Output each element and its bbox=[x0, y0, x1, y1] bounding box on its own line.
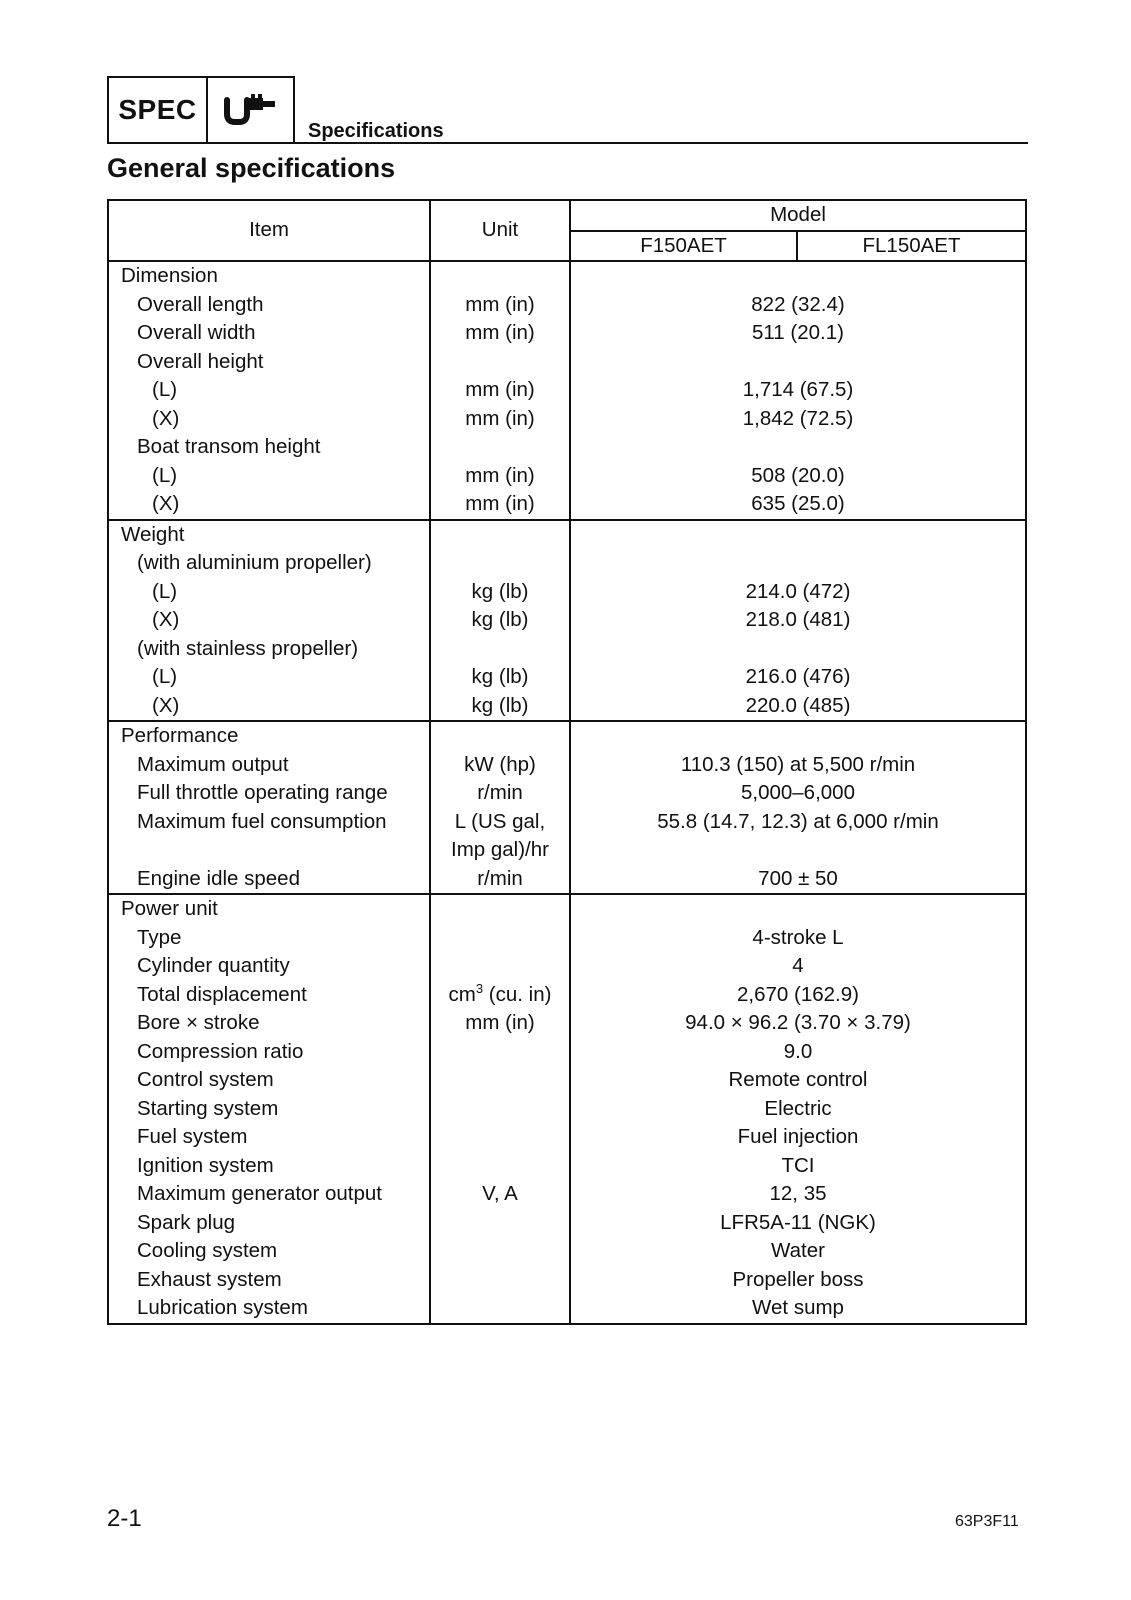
value-cell: Wet sump bbox=[570, 1294, 1026, 1324]
page-title: General specifications bbox=[107, 153, 396, 183]
unit-cell: kg (lb) bbox=[430, 663, 570, 692]
unit-cell bbox=[430, 1095, 570, 1124]
item-cell: (L) bbox=[108, 663, 430, 692]
table-row bbox=[108, 751, 1026, 780]
item-cell: Overall length bbox=[108, 291, 430, 320]
group-heading: Power unit bbox=[108, 894, 430, 924]
value-cell: 218.0 (481) bbox=[570, 606, 1026, 635]
value-cell: Water bbox=[570, 1237, 1026, 1266]
table-row bbox=[108, 865, 1026, 895]
unit-cell bbox=[430, 433, 570, 462]
model-header-fl150aet: FL150AET bbox=[797, 231, 1026, 262]
unit-cell bbox=[430, 924, 570, 953]
group-row bbox=[108, 721, 1026, 751]
item-cell: (L) bbox=[108, 578, 430, 607]
unit-cell bbox=[430, 348, 570, 377]
table-row bbox=[108, 1095, 1026, 1124]
col-header-model: Model bbox=[570, 200, 1026, 231]
value-cell: 94.0 × 96.2 (3.70 × 3.79) bbox=[570, 1009, 1026, 1038]
item-cell: Maximum generator output bbox=[108, 1180, 430, 1209]
table-row bbox=[108, 1038, 1026, 1067]
value-cell: 55.8 (14.7, 12.3) at 6,000 r/min bbox=[570, 808, 1026, 865]
value-cell bbox=[570, 721, 1026, 751]
unit-cell: $cm^3$ (cu. in) bbox=[430, 981, 570, 1010]
value-cell bbox=[570, 520, 1026, 550]
value-cell: 216.0 (476) bbox=[570, 663, 1026, 692]
table-row bbox=[108, 433, 1026, 462]
group-heading: Weight bbox=[108, 520, 430, 550]
unit-cell bbox=[430, 1237, 570, 1266]
item-cell: Boat transom height bbox=[108, 433, 430, 462]
table-row bbox=[108, 490, 1026, 520]
section-title: Specifications bbox=[308, 120, 444, 142]
item-cell: Starting system bbox=[108, 1095, 430, 1124]
item-cell: Overall height bbox=[108, 348, 430, 377]
model-header-f150aet: F150AET bbox=[570, 231, 797, 262]
table-row bbox=[108, 981, 1026, 1010]
item-cell: Ignition system bbox=[108, 1152, 430, 1181]
value-cell: 5,000–6,000 bbox=[570, 779, 1026, 808]
unit-cell bbox=[430, 952, 570, 981]
value-cell: 822 (32.4) bbox=[570, 291, 1026, 320]
col-header-unit: Unit bbox=[430, 200, 570, 261]
unit-cell: mm (in) bbox=[430, 291, 570, 320]
item-cell: Control system bbox=[108, 1066, 430, 1095]
table-row bbox=[108, 1009, 1026, 1038]
table-row bbox=[108, 1266, 1026, 1295]
table-row bbox=[108, 1180, 1026, 1209]
unit-cell bbox=[430, 635, 570, 664]
unit-cell: kg (lb) bbox=[430, 692, 570, 722]
unit-cell bbox=[430, 1038, 570, 1067]
table-row bbox=[108, 549, 1026, 578]
unit-line: Imp gal)/hr bbox=[451, 838, 549, 861]
unit-cell bbox=[430, 1266, 570, 1295]
value-cell: 1,842 (72.5) bbox=[570, 405, 1026, 434]
value-cell: 12, 35 bbox=[570, 1180, 1026, 1209]
unit-cell: mm (in) bbox=[430, 319, 570, 348]
item-cell: Lubrication system bbox=[108, 1294, 430, 1324]
value-cell: 4-stroke L bbox=[570, 924, 1026, 953]
table-row bbox=[108, 1294, 1026, 1324]
document-code: 63P3F11 bbox=[955, 1513, 1019, 1530]
table-row bbox=[108, 952, 1026, 981]
page-number: 2-1 bbox=[107, 1505, 142, 1532]
value-cell: Propeller boss bbox=[570, 1266, 1026, 1295]
value-cell bbox=[570, 433, 1026, 462]
value-cell: Fuel injection bbox=[570, 1123, 1026, 1152]
value-cell: LFR5A-11 (NGK) bbox=[570, 1209, 1026, 1238]
item-cell: Spark plug bbox=[108, 1209, 430, 1238]
unit-cell: mm (in) bbox=[430, 405, 570, 434]
item-cell: (X) bbox=[108, 490, 430, 520]
spec-header-badge bbox=[107, 76, 295, 144]
unit-cell: mm (in) bbox=[430, 490, 570, 520]
unit-cell: V, A bbox=[430, 1180, 570, 1209]
table-row bbox=[108, 1209, 1026, 1238]
table-row bbox=[108, 692, 1026, 722]
value-cell: 511 (20.1) bbox=[570, 319, 1026, 348]
unit-cell: r/min bbox=[430, 865, 570, 895]
value-cell: 4 bbox=[570, 952, 1026, 981]
value-cell: 9.0 bbox=[570, 1038, 1026, 1067]
table-row bbox=[108, 1066, 1026, 1095]
table-row bbox=[108, 808, 1026, 865]
spec-table-body bbox=[108, 261, 1026, 1324]
unit-cell bbox=[430, 1209, 570, 1238]
unit-cell bbox=[430, 1123, 570, 1152]
table-row bbox=[108, 1152, 1026, 1181]
item-cell: (X) bbox=[108, 405, 430, 434]
value-cell: 220.0 (485) bbox=[570, 692, 1026, 722]
value-cell bbox=[570, 635, 1026, 664]
item-cell: Type bbox=[108, 924, 430, 953]
group-row bbox=[108, 520, 1026, 550]
item-cell: Maximum output bbox=[108, 751, 430, 780]
unit-cell: kg (lb) bbox=[430, 578, 570, 607]
unit-cell: mm (in) bbox=[430, 462, 570, 491]
item-cell: (X) bbox=[108, 606, 430, 635]
item-cell: (X) bbox=[108, 692, 430, 722]
value-cell: 2,670 (162.9) bbox=[570, 981, 1026, 1010]
unit-cell bbox=[430, 894, 570, 924]
group-row bbox=[108, 261, 1026, 291]
unit-cell: kW (hp) bbox=[430, 751, 570, 780]
value-cell: TCI bbox=[570, 1152, 1026, 1181]
unit-cell: r/min bbox=[430, 779, 570, 808]
table-row bbox=[108, 779, 1026, 808]
group-row bbox=[108, 894, 1026, 924]
item-cell: Fuel system bbox=[108, 1123, 430, 1152]
value-cell bbox=[570, 261, 1026, 291]
outboard-motor-icon bbox=[208, 78, 293, 142]
item-cell: Cylinder quantity bbox=[108, 952, 430, 981]
table-row bbox=[108, 1123, 1026, 1152]
unit-cell bbox=[430, 1066, 570, 1095]
table-row bbox=[108, 606, 1026, 635]
item-cell: Engine idle speed bbox=[108, 865, 430, 895]
unit-cell bbox=[430, 520, 570, 550]
item-cell: Full throttle operating range bbox=[108, 779, 430, 808]
unit-cell bbox=[430, 1294, 570, 1324]
group-heading: Performance bbox=[108, 721, 430, 751]
spec-table bbox=[107, 199, 1027, 1325]
item-cell: Total displacement bbox=[108, 981, 430, 1010]
item-cell: Bore × stroke bbox=[108, 1009, 430, 1038]
value-cell: 110.3 (150) at 5,500 r/min bbox=[570, 751, 1026, 780]
unit-cell bbox=[430, 1152, 570, 1181]
table-row bbox=[108, 924, 1026, 953]
unit-cell: mm (in) bbox=[430, 376, 570, 405]
value-cell: 700 ± 50 bbox=[570, 865, 1026, 895]
unit-cell bbox=[430, 808, 570, 865]
value-cell: 1,714 (67.5) bbox=[570, 376, 1026, 405]
table-row bbox=[108, 663, 1026, 692]
item-cell: Cooling system bbox=[108, 1237, 430, 1266]
value-cell bbox=[570, 348, 1026, 377]
item-cell: Overall width bbox=[108, 319, 430, 348]
table-row bbox=[108, 348, 1026, 377]
item-cell: (L) bbox=[108, 376, 430, 405]
value-cell: Remote control bbox=[570, 1066, 1026, 1095]
unit-cell: kg (lb) bbox=[430, 606, 570, 635]
table-row bbox=[108, 578, 1026, 607]
value-cell: 214.0 (472) bbox=[570, 578, 1026, 607]
table-row bbox=[108, 291, 1026, 320]
item-cell: (L) bbox=[108, 462, 430, 491]
table-row bbox=[108, 462, 1026, 491]
spec-label: SPEC bbox=[109, 78, 208, 142]
item-cell: Exhaust system bbox=[108, 1266, 430, 1295]
unit-cell bbox=[430, 721, 570, 751]
table-row bbox=[108, 376, 1026, 405]
table-row bbox=[108, 635, 1026, 664]
item-cell: (with stainless propeller) bbox=[108, 635, 430, 664]
value-cell bbox=[570, 549, 1026, 578]
value-cell: Electric bbox=[570, 1095, 1026, 1124]
col-header-item: Item bbox=[108, 200, 430, 261]
group-heading: Dimension bbox=[108, 261, 430, 291]
unit-cell: mm (in) bbox=[430, 1009, 570, 1038]
value-cell: 635 (25.0) bbox=[570, 490, 1026, 520]
unit-line: L (US gal, bbox=[454, 809, 546, 833]
item-cell: Maximum fuel consumption bbox=[108, 808, 430, 865]
item-cell: Compression ratio bbox=[108, 1038, 430, 1067]
table-row bbox=[108, 405, 1026, 434]
unit-cell bbox=[430, 549, 570, 578]
unit-cell bbox=[430, 261, 570, 291]
table-row bbox=[108, 1237, 1026, 1266]
table-row bbox=[108, 319, 1026, 348]
value-cell: 508 (20.0) bbox=[570, 462, 1026, 491]
item-cell: (with aluminium propeller) bbox=[108, 549, 430, 578]
value-cell bbox=[570, 894, 1026, 924]
